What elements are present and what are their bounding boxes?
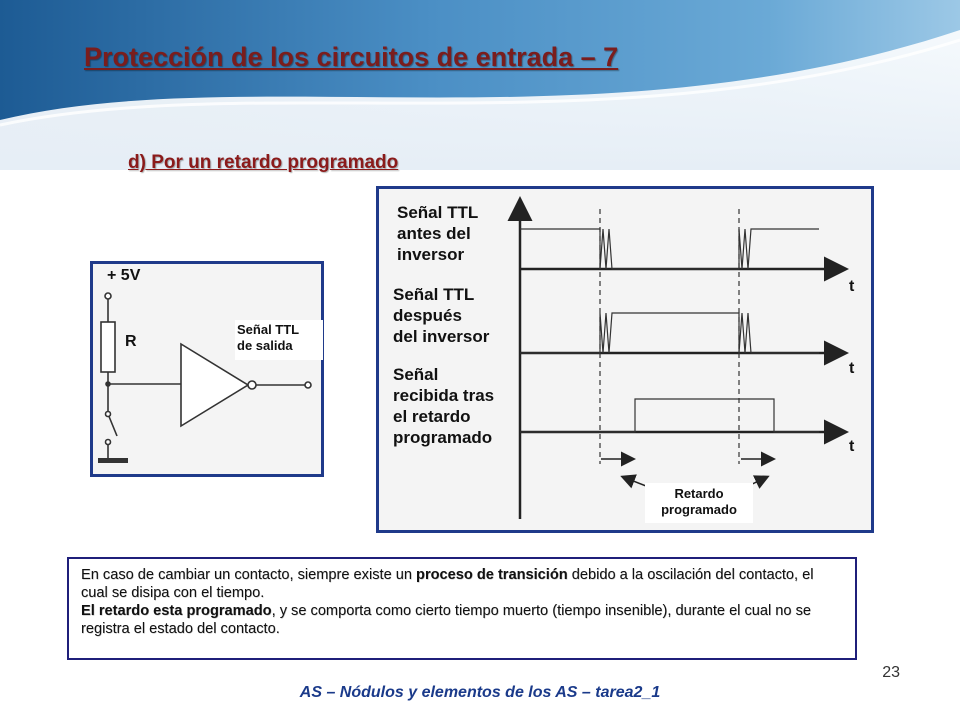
signal2-label-line1: Señal TTL (393, 285, 475, 304)
signal1-label-line3: inversor (397, 245, 465, 264)
ground-symbol (98, 458, 128, 463)
time-axis-label-3: t (849, 438, 855, 455)
timing-diagram (376, 186, 874, 533)
explanation-paragraph-2 (81, 602, 843, 638)
footer-text: AS – Nódulos y elementos de los AS – tarea2_1 (299, 684, 661, 701)
signal1-label-line1: Señal TTL (397, 203, 479, 222)
signal1-label-line2: antes del (397, 224, 471, 243)
signal2-label-line3: del inversor (393, 327, 490, 346)
note-emphasis: proceso de transición (416, 567, 568, 583)
signal3-label-line3: el retardo (393, 407, 471, 426)
signal3-label-line2: recibida tras (393, 386, 495, 405)
page-number: 23 (882, 664, 900, 681)
page-title: Protección de los circuitos de entrada – 7 (84, 42, 619, 72)
time-axis-label-1: t (849, 278, 855, 295)
explanation-box (67, 557, 857, 660)
delay-label-line2: programado (661, 501, 737, 517)
note-text: debido a la oscilación del contacto, el cual se disipa con el tiempo. (81, 567, 814, 601)
output-label-line1: Señal TTL (237, 322, 300, 337)
delay-label-line1: Retardo (674, 486, 724, 501)
note-emphasis: El retardo esta programado (81, 603, 272, 619)
signal3-label-line1: Señal (393, 365, 439, 384)
header-background (0, 0, 960, 170)
circuit-diagram (90, 261, 324, 477)
signal2-label-line2: después (393, 306, 462, 325)
section-subtitle: d) Por un retardo programado (128, 152, 399, 173)
output-label-line2: de salida (237, 338, 293, 353)
time-axis-label-2: t (849, 360, 855, 377)
note-text: En caso de cambiar un contacto, siempre existe un (81, 567, 417, 583)
circuit-schematic (93, 264, 321, 474)
signal3-label-line4: programado (393, 428, 493, 447)
note-text: , y se comporta como cierto tiempo muerto (tiempo insenible), durante el cual no se registra el estado del contacto. (81, 603, 812, 637)
delay-label-box (645, 483, 753, 523)
supply-label: + 5V (107, 267, 141, 284)
output-label-box (235, 320, 323, 360)
explanation-paragraph-1 (81, 566, 843, 602)
resistor-label: R (125, 333, 137, 350)
